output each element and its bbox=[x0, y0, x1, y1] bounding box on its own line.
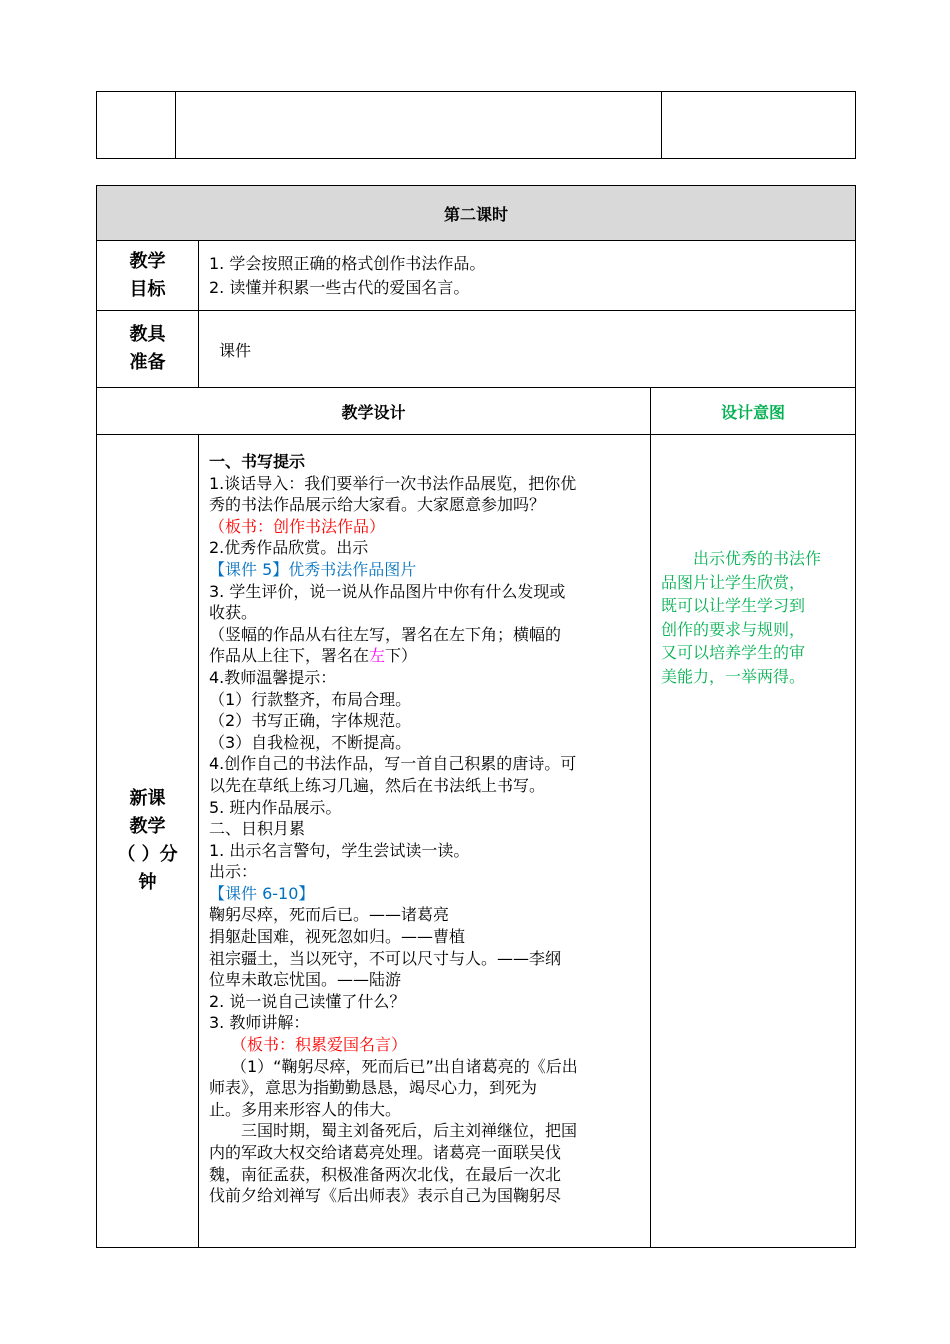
prep-label bbox=[97, 311, 199, 388]
highlight-span: 左 bbox=[369, 646, 386, 666]
prep-label-line2: 准备 bbox=[129, 352, 166, 373]
empty-cell-3 bbox=[662, 92, 856, 159]
text-line: 出示： bbox=[209, 862, 258, 882]
intent-line: 品图片让学生欣赏， bbox=[661, 572, 806, 592]
section-heading: 一、书写提示 bbox=[209, 452, 306, 471]
empty-cell-1 bbox=[97, 92, 176, 159]
text-line: 止。多用来形容人的伟大。 bbox=[209, 1099, 402, 1119]
text-line: 4.创作自己的书法作品，写一首自己积累的唐诗。可 bbox=[209, 754, 577, 774]
text-line: 3. 教师讲解： bbox=[209, 1013, 310, 1033]
text-line: 1.谈话导入：我们要举行一次书法作品展览，把你优 bbox=[209, 473, 577, 493]
prep-label-line1: 教具 bbox=[129, 324, 166, 345]
board-note: （板书：创作书法作品） bbox=[209, 516, 386, 536]
new-lesson-label bbox=[97, 435, 199, 1248]
design-header: 教学设计 bbox=[97, 388, 651, 435]
text-line: 秀的书法作品展示给大家看。大家愿意参加吗？ bbox=[209, 495, 546, 515]
courseware-ref: 【课件 5】优秀书法作品图片 bbox=[209, 559, 417, 579]
text-line: （3）自我检视，不断提高。 bbox=[209, 732, 412, 752]
new-lesson-label-line: 钟 bbox=[138, 872, 157, 893]
text-line: 3. 学生评价，说一说从作品图片中你有什么发现或 bbox=[209, 581, 566, 601]
new-lesson-label-line: （ ）分 bbox=[117, 844, 178, 865]
intent-line: 美能力，一举两得。 bbox=[661, 666, 806, 686]
text-line: （竖幅的作品从右往左写，署名在左下角；横幅的 bbox=[209, 624, 562, 644]
text-line: 师表》，意思为指勤勤恳恳，竭尽心力，到死为 bbox=[209, 1078, 538, 1098]
text-line: 5. 班内作品展示。 bbox=[209, 797, 342, 817]
text-span: 作品从上往下，署名在 bbox=[209, 646, 370, 666]
text-line: （2）书写正确，字体规范。 bbox=[209, 711, 412, 731]
intent-line: 出示优秀的书法作 bbox=[693, 549, 822, 568]
goals-label-line1: 教学 bbox=[129, 250, 166, 272]
empty-cell-2 bbox=[176, 92, 662, 159]
courseware-ref: 【课件 6-10】 bbox=[209, 883, 315, 903]
prep-content: 课件 bbox=[199, 311, 856, 388]
quote-line: 捐躯赴国难，视死忽如归。——曹植 bbox=[209, 927, 466, 947]
design-intent bbox=[651, 435, 856, 1248]
new-lesson-label-line: 教学 bbox=[129, 816, 166, 837]
text-line: 4.教师温馨提示： bbox=[209, 667, 337, 687]
quote-line: 鞠躬尽瘁，死而后已。——诸葛亮 bbox=[209, 905, 450, 925]
section-heading: 二、日积月累 bbox=[209, 819, 306, 839]
text-line: 伐前夕给刘禅写《后出师表》表示自己为国鞠躬尽 bbox=[209, 1186, 562, 1206]
text-line: 2. 说一说自己读懂了什么？ bbox=[209, 991, 406, 1011]
goal-item: 2. 读懂并积累一些古代的爱国名言。 bbox=[209, 277, 470, 297]
new-lesson-label-line: 新课 bbox=[129, 788, 166, 809]
goals-label bbox=[97, 241, 199, 311]
text-line: （1）“鞠躬尽瘁，死而后已”出自诸葛亮的《后出 bbox=[231, 1056, 578, 1076]
intent-header: 设计意图 bbox=[651, 388, 856, 435]
text-line: 以先在草纸上练习几遍，然后在书法纸上书写。 bbox=[209, 775, 546, 795]
teaching-content bbox=[199, 435, 651, 1248]
text-line: 1. 出示名言警句，学生尝试读一读。 bbox=[209, 840, 470, 860]
goals-label-line2: 目标 bbox=[129, 278, 166, 300]
quote-line: 祖宗疆土，当以死守，不可以尺寸与人。——李纲 bbox=[209, 948, 562, 968]
lesson-title: 第二课时 bbox=[97, 186, 856, 241]
quote-line: 位卑未敢忘忧国。——陆游 bbox=[209, 970, 402, 990]
intent-line: 既可以让学生学习到 bbox=[661, 596, 806, 615]
text-line: 2.优秀作品欣赏。出示 bbox=[209, 538, 369, 558]
intent-line: 创作的要求与规则， bbox=[661, 619, 806, 639]
text-line: （1）行款整齐，布局合理。 bbox=[209, 689, 412, 709]
text-line: 魏，南征孟获，积极准备两次北伐，在最后一次北 bbox=[209, 1164, 562, 1184]
text-line: 收获。 bbox=[209, 603, 258, 623]
text-line bbox=[209, 645, 644, 667]
lesson-plan-table bbox=[96, 185, 856, 1248]
goal-item: 1. 学会按照正确的格式创作书法作品。 bbox=[209, 253, 486, 273]
intent-line: 又可以培养学生的审 bbox=[661, 643, 806, 662]
text-line: 内的军政大权交给诸葛亮处理。诸葛亮一面联吴伐 bbox=[209, 1143, 562, 1162]
board-note: （板书：积累爱国名言） bbox=[231, 1035, 408, 1055]
text-line: 三国时期，蜀主刘备死后，后主刘禅继位，把国 bbox=[241, 1121, 578, 1141]
previous-page-table bbox=[96, 91, 856, 159]
text-span: 下） bbox=[385, 646, 418, 666]
goals-content bbox=[199, 241, 856, 311]
